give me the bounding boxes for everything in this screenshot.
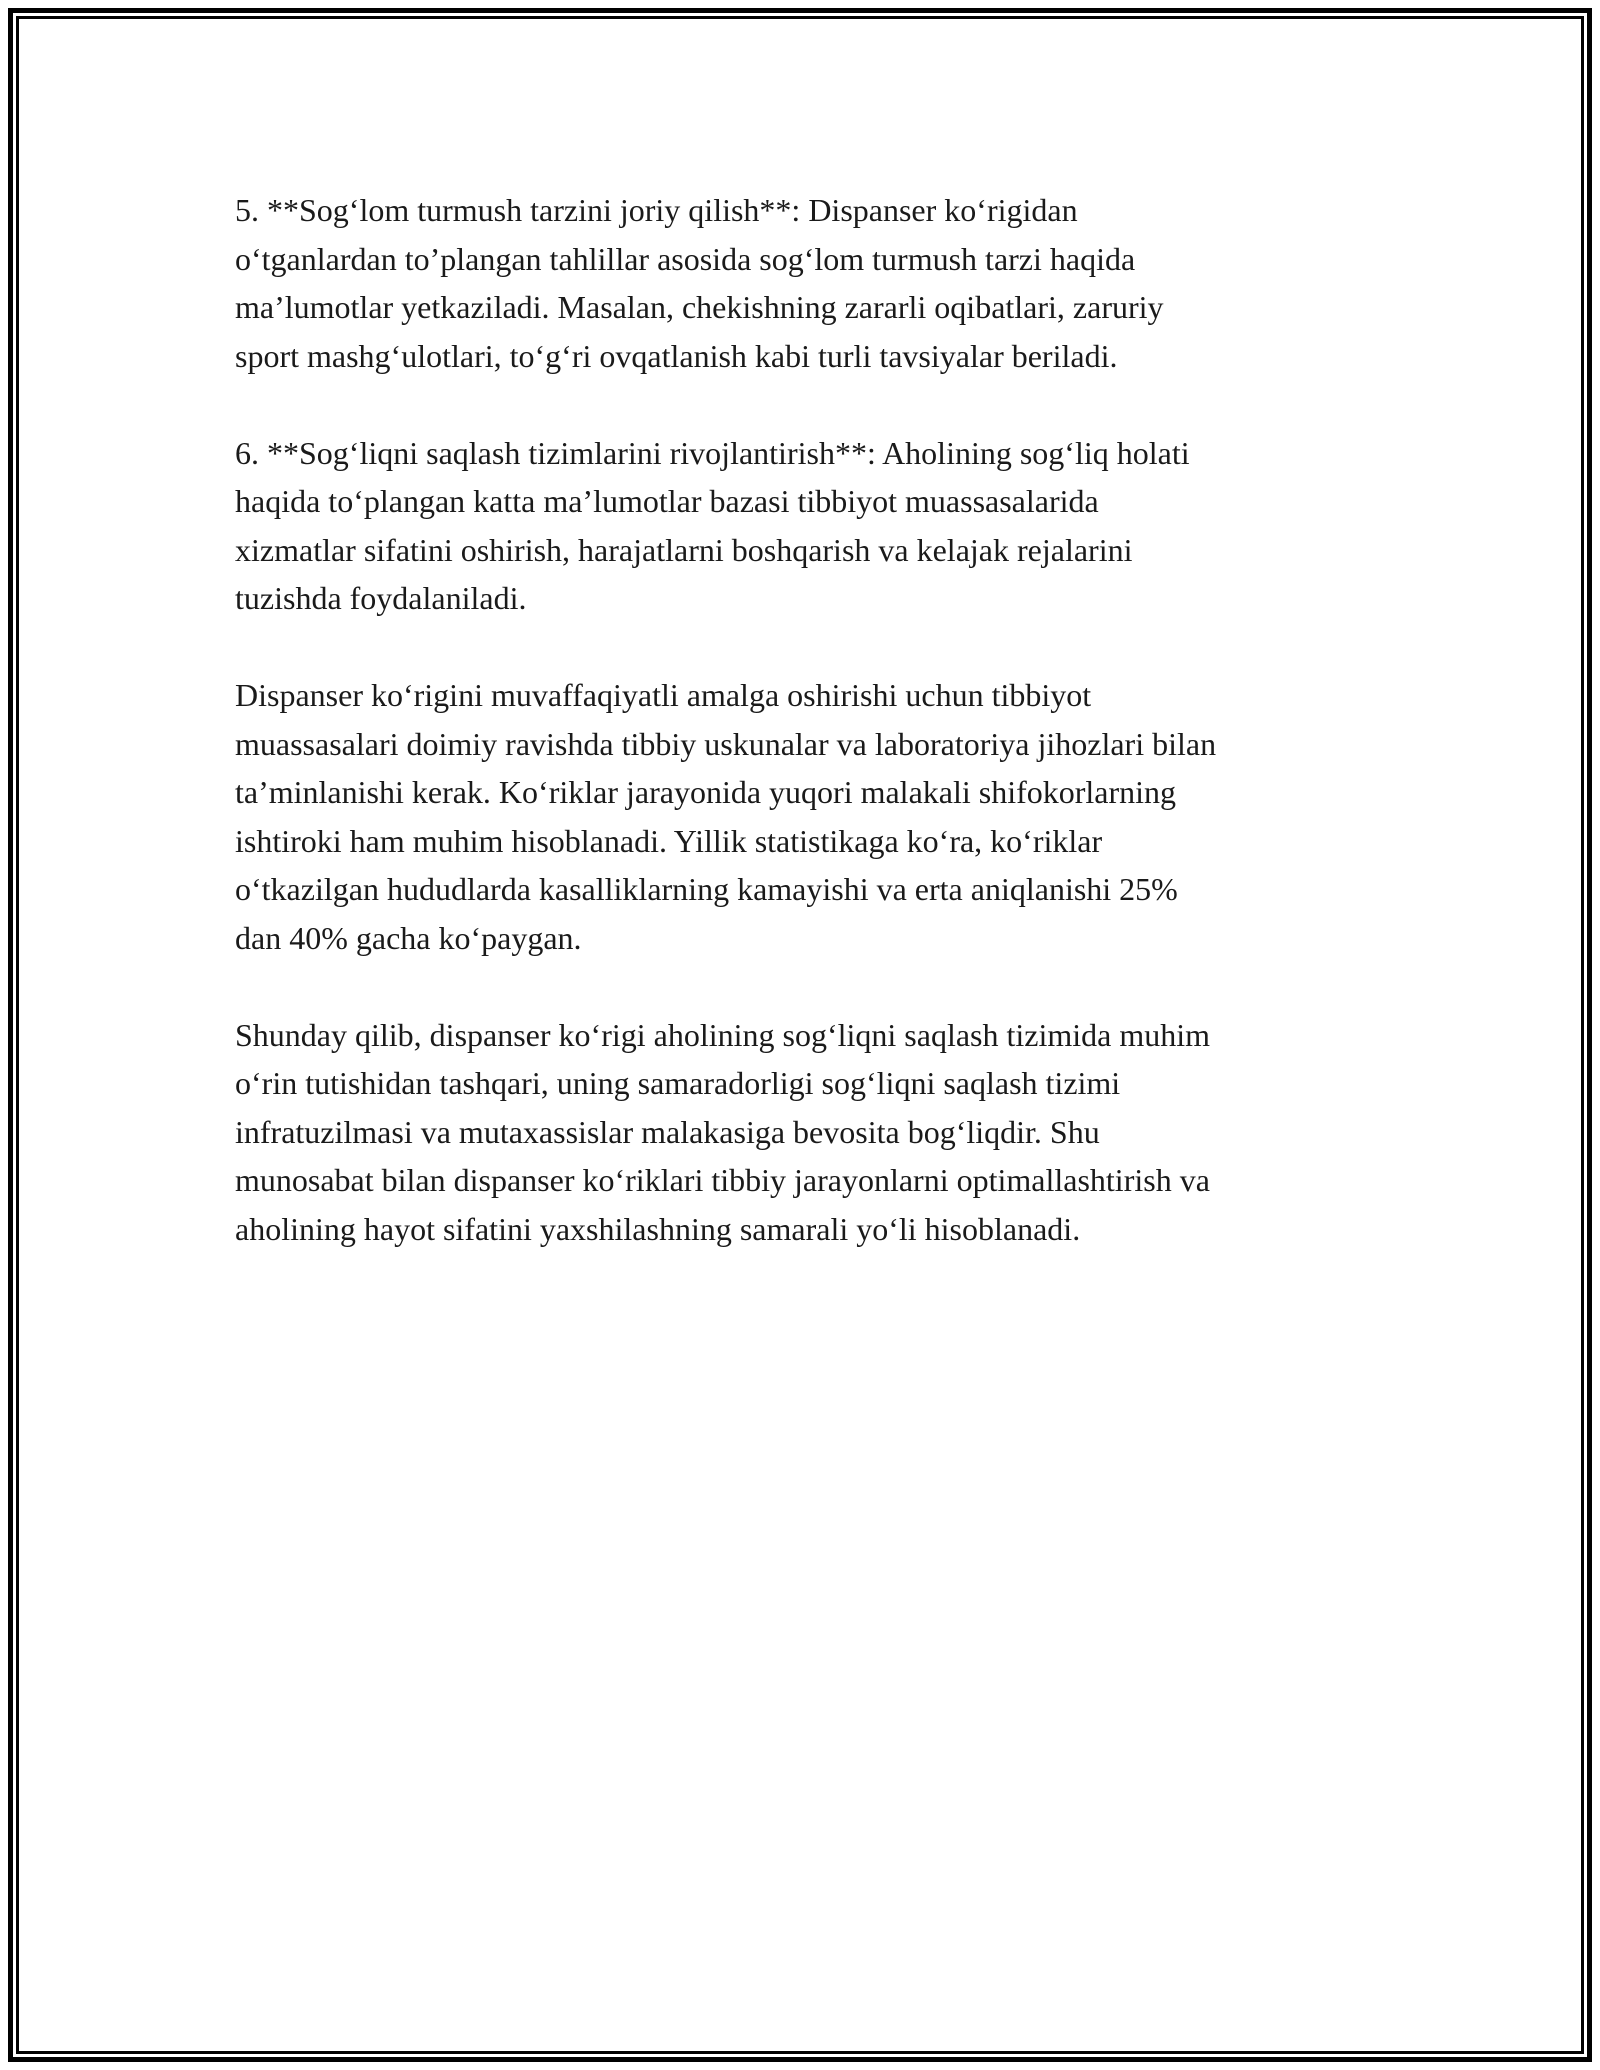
- paragraph-item-6: 6. **Sog‘liqni saqlash tizimlarini rivojlantirish**: Aholining sog‘liq holati haqida to‘plangan katta ma’lumotlar bazasi tibbiyot muassasalarida xizmatlar sifatini oshirish, harajatlarni boshqarish va kelajak rejalarini tuzishda foydalaniladi.: [235, 434, 1190, 616]
- paragraph-conclusion: Shunday qilib, dispanser ko‘rigi aholining sog‘liqni saqlash tizimida muhim o‘rin tutishidan tashqari, uning samaradorligi sog‘liqni saqlash tizimi infratuzilmasi va mutaxassislar malakasiga bevosita bog‘liqdir. Shu munosabat bilan dispanser ko‘riklari tibbiy jarayonlarni optimallashtirish va aholining hayot sifatini yaxshilashning samarali yo‘li hisoblanadi.: [235, 1016, 1211, 1247]
- paragraph-item-5: 5. **Sog‘lom turmush tarzini joriy qilish**: Dispanser ko‘rigidan o‘tganlardan to’plangan tahlillar asosida sog‘lom turmush tarzi haqida ma’lumotlar yetkaziladi. Masalan, chekishning zararli oqibatlari, zaruriy sport mashg‘ulotlari, to‘g‘ri ovqatlanish kabi turli tavsiyalar beriladi.: [235, 192, 1164, 374]
- document-body: [235, 186, 1375, 1302]
- paragraph-equipment: Dispanser ko‘rigini muvaffaqiyatli amalga oshirishi uchun tibbiyot muassasalari doimiy ravishda tibbiy uskunalar va laboratoriya jihozlari bilan ta’minlanishi kerak. Ko‘riklar jarayonida yuqori malakali shifokorlarning ishtiroki ham muhim hisoblanadi. Yillik statistikaga ko‘ra, ko‘riklar o‘tkazilgan hududlarda kasalliklarning kamayishi va erta aniqlanishi 25% dan 40% gacha ko‘paygan.: [235, 677, 1217, 956]
